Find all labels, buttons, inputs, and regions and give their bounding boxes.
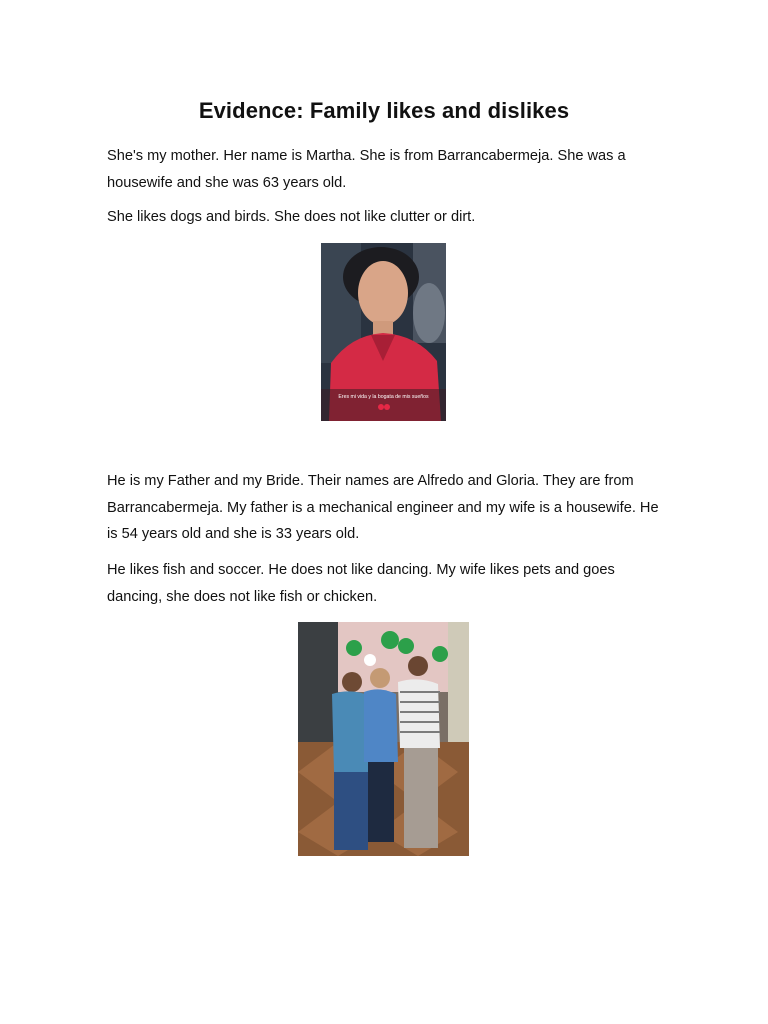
mother-likes-paragraph: She likes dogs and birds. She does not like clutter or dirt. — [107, 209, 476, 225]
document-title: Evidence: Family likes and dislikes — [198, 98, 570, 123]
mother-photo — [321, 243, 446, 421]
father-wife-likes-paragraph: He likes fish and soccer. He does not like dancing. My wife likes pets and goes dancing, she does not like fish or chicken. — [107, 562, 615, 605]
mother-description-paragraph: She's my mother. Her name is Martha. She is from Barrancabermeja. She was a housewife and she was 63 years old. — [107, 148, 626, 191]
family-photo — [298, 622, 469, 856]
father-wife-description-paragraph: He is my Father and my Bride. Their names are Alfredo and Gloria. They are from Barrancabermeja. My father is a mechanical engineer and my wife is a housewife. He is 54 years old and she is 33 years old. — [107, 473, 659, 543]
mother-photo-caption: Eres mi vida y la bogata de mis sueños — [338, 394, 429, 400]
